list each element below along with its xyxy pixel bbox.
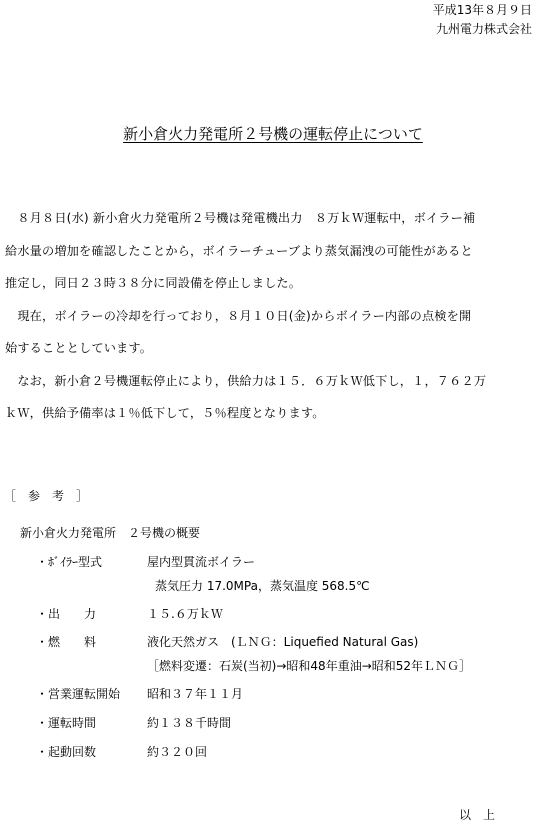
spec-value-fuel-history: ［燃料変遷：石炭(当初)→昭和48年重油→昭和52年ＬＮＧ］ <box>147 659 472 673</box>
spec-label-fuel: ・燃 料 <box>36 635 97 649</box>
spec-value-operating-hours: 約１３８千時間 <box>147 716 232 730</box>
paragraph-2-line-2: 始することとしています。 <box>5 341 153 355</box>
paragraph-3-line-1: なお，新小倉２号機運転停止により，供給力は１５．６万ｋＷ低下し，１，７６２万 <box>5 374 487 388</box>
paragraph-1-line-3: 推定し，同日２３時３８分に同設備を停止しました。 <box>5 276 302 290</box>
spec-label-commercial-operation: ・営業運転開始 <box>36 687 121 701</box>
spec-value-commercial-operation: 昭和３７年１１月 <box>147 687 244 701</box>
paragraph-2-line-1: 現在，ボイラーの冷却を行っており，８月１０日(金)からボイラー内部の点検を開 <box>5 309 472 323</box>
spec-label-boiler-type: ・ﾎﾞｲﾗｰ型式 <box>36 555 103 569</box>
paragraph-1-line-2: 給水量の増加を確認したことから，ボイラーチューブより蒸気漏洩の可能性があると <box>5 244 473 258</box>
paragraph-1-line-1: ８月８日(水) 新小倉火力発電所２号機は発電機出力 ８万ｋＷ運転中，ボイラー補 <box>5 211 476 225</box>
spec-label-startups: ・起動回数 <box>36 745 97 759</box>
spec-label-output: ・出 力 <box>36 607 97 621</box>
spec-value-startups: 約３２０回 <box>147 745 208 759</box>
document-title: 新小倉火力発電所２号機の運転停止について <box>123 125 423 143</box>
paragraph-3-line-2: ｋＷ，供給予備率は１％低下して，５％程度となります。 <box>5 406 325 420</box>
spec-label-operating-hours: ・運転時間 <box>36 716 97 730</box>
reference-subheading: 新小倉火力発電所 ２号機の概要 <box>20 526 201 540</box>
spec-value-fuel: 液化天然ガス (ＬＮＧ：Liquefied Natural Gas) <box>147 635 419 649</box>
closing-mark: 以 上 <box>459 808 496 822</box>
spec-value-boiler-type: 屋内型貫流ボイラー <box>147 555 256 569</box>
document-date: 平成13年８月９日 <box>432 3 532 17</box>
spec-value-steam-conditions: 蒸気圧力 17.0MPa，蒸気温度 568.5℃ <box>155 579 370 593</box>
company-name: 九州電力株式会社 <box>435 22 532 36</box>
spec-value-output: １５.６万ｋＷ <box>147 607 223 621</box>
reference-heading: ［ 参 考 ］ <box>4 489 89 503</box>
